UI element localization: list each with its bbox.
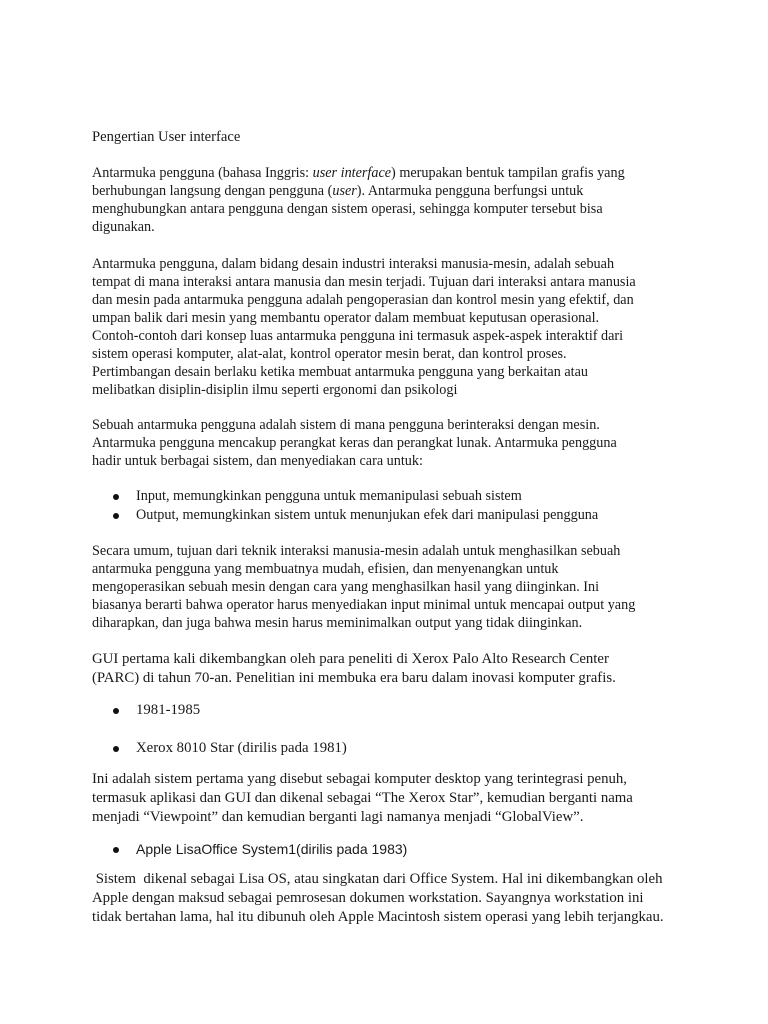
text-line: biasanya berarti bahwa operator harus menyediakan input minimal untuk mencapai output yang — [92, 597, 636, 613]
bullet-apple — [110, 840, 407, 859]
paragraph-goal — [92, 542, 692, 632]
text-line: tempat di mana interaksi antara manusia dan mesin terjadi. Tujuan dari interaksi antara manusia — [92, 274, 636, 290]
paragraph-system — [92, 416, 692, 470]
text-line: sistem operasi komputer, alat-alat, kontrol operator mesin berat, dan kontrol proses. — [92, 346, 567, 362]
text-line: Sistem dikenal sebagai Lisa OS, atau singkatan dari Office System. Hal ini dikembangkan oleh — [92, 871, 663, 887]
text-line: Sebuah antarmuka pengguna adalah sistem di mana pengguna berinteraksi dengan mesin. — [92, 417, 600, 433]
text-line: Apple dengan maksud sebagai pemrosesan dokumen workstation. Sayangnya workstation ini — [92, 890, 644, 906]
paragraph-lisa — [92, 870, 712, 927]
list-item: Output, memungkinkan sistem untuk menunjukan efek dari manipulasi pengguna — [110, 506, 598, 525]
list-item: Apple LisaOffice System1(dirilis pada 1983) — [110, 840, 407, 859]
text-line: Antarmuka pengguna, dalam bidang desain industri interaksi manusia-mesin, adalah sebuah — [92, 256, 615, 272]
text-line: tidak bertahan lama, hal itu dibunuh oleh Apple Macintosh sistem operasi yang lebih terjangkau. — [92, 909, 664, 925]
document-title: Pengertian User interface — [92, 129, 241, 145]
text-line: Contoh-contoh dari konsep luas antarmuka pengguna ini termasuk aspek-aspek interaktif dari — [92, 328, 624, 344]
text-line: termasuk aplikasi dan GUI dan dikenal sebagai “The Xerox Star”, kemudian berganti nama — [92, 790, 633, 806]
text-line: Antarmuka pengguna mencakup perangkat keras dan perangkat lunak. Antarmuka pengguna — [92, 435, 617, 451]
text-line: menjadi “Viewpoint” dan kemudian berganti lagi namanya menjadi “GlobalView”. — [92, 809, 584, 825]
text-line: Pertimbangan desain berlaku ketika membuat antarmuka pengguna yang berkaitan atau — [92, 364, 588, 380]
text-line: melibatkan disiplin-disiplin ilmu seperti ergonomi dan psikologi — [92, 382, 458, 398]
text-line: (PARC) di tahun 70-an. Penelitian ini membuka era baru dalam inovasi komputer grafis. — [92, 670, 616, 686]
bullet-icon — [113, 746, 119, 752]
text-line: Antarmuka pengguna (bahasa Inggris: user interface) merupakan bentuk tampilan grafis yang — [92, 165, 625, 181]
bullet-icon — [113, 513, 119, 519]
bullet-years — [110, 701, 200, 720]
bullet-xerox — [110, 739, 347, 758]
text-line: berhubungan langsung dengan pengguna (user). Antarmuka pengguna berfungsi untuk — [92, 183, 584, 199]
bullet-icon — [113, 708, 119, 714]
text-line: digunakan. — [92, 219, 155, 235]
bullet-list-io — [110, 487, 598, 525]
bullet-icon — [113, 494, 119, 500]
list-item: Xerox 8010 Star (dirilis pada 1981) — [110, 739, 347, 758]
text-line: dan mesin pada antarmuka pengguna adalah pengoperasian dan kontrol mesin yang efektif, dan — [92, 292, 634, 308]
paragraph-definition — [92, 255, 692, 399]
paragraph-xerox — [92, 770, 692, 827]
text-line: diharapkan, dan juga bahwa mesin harus meminimalkan output yang tidak diinginkan. — [92, 615, 583, 631]
text-line: Secara umum, tujuan dari teknik interaksi manusia-mesin adalah untuk menghasilkan sebuah — [92, 543, 621, 559]
text-line: mengoperasikan sebuah mesin dengan cara yang menghasilkan hasil yang diinginkan. Ini — [92, 579, 600, 595]
list-item: 1981-1985 — [110, 701, 200, 720]
text-line: umpan balik dari mesin yang membantu operator dalam membuat keputusan operasional. — [92, 310, 600, 326]
text-line: hadir untuk berbagai sistem, dan menyediakan cara untuk: — [92, 453, 423, 469]
bullet-icon — [113, 847, 119, 853]
text-line: menghubungkan antara pengguna dengan sistem operasi, sehingga komputer tersebut bisa — [92, 201, 603, 217]
list-item: Input, memungkinkan pengguna untuk memanipulasi sebuah sistem — [110, 487, 598, 506]
text-line: antarmuka pengguna yang membuatnya mudah, efisien, dan menyenangkan untuk — [92, 561, 559, 577]
intro-paragraph — [92, 164, 692, 236]
text-line: Ini adalah sistem pertama yang disebut sebagai komputer desktop yang terintegrasi penuh, — [92, 771, 627, 787]
paragraph-gui-history — [92, 650, 692, 688]
text-line: GUI pertama kali dikembangkan oleh para peneliti di Xerox Palo Alto Research Center — [92, 651, 609, 667]
